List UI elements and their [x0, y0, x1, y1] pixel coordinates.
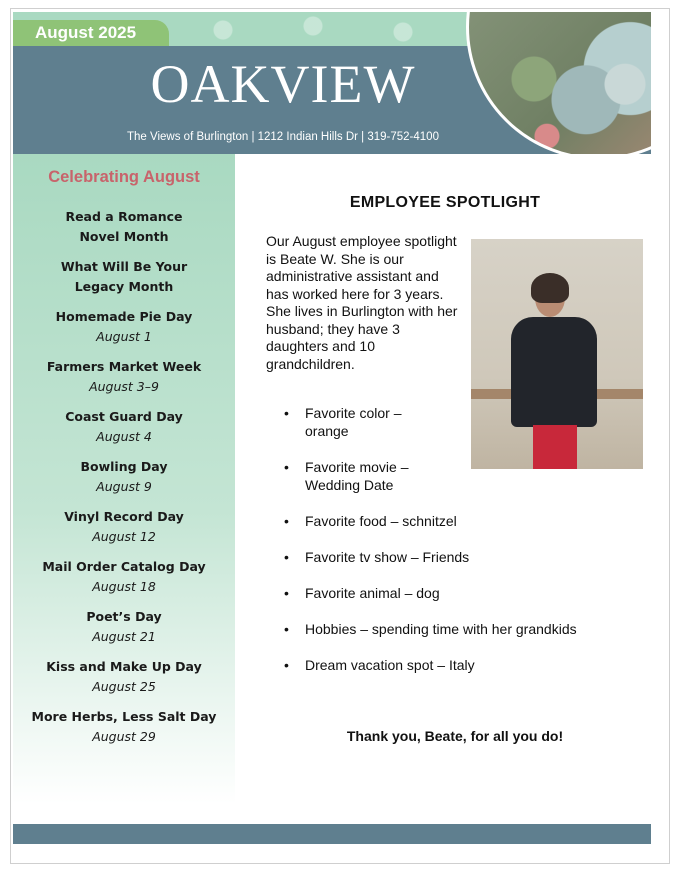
- list-item: [13, 657, 235, 697]
- celebration-name: Homemade Pie Day: [55, 309, 193, 324]
- celebration-date: August 25: [92, 679, 156, 694]
- celebration-date: August 4: [96, 429, 152, 444]
- newsletter-title: OAKVIEW: [150, 54, 416, 114]
- list-item: • Favorite movie – Wedding Date: [281, 458, 425, 494]
- celebration-date: August 12: [92, 529, 156, 544]
- footer-bar: [13, 824, 651, 844]
- list-item: [13, 607, 235, 647]
- list-item: [13, 307, 235, 347]
- celebration-name: Poet’s Day: [86, 609, 162, 624]
- favorites-list: [281, 404, 651, 692]
- list-item: • Favorite food – schnitzel: [281, 512, 651, 530]
- list-item: • Hobbies – spending time with her grandkids: [281, 620, 651, 638]
- celebration-name: Farmers Market Week: [46, 359, 202, 374]
- celebration-date: August 18: [92, 579, 156, 594]
- celebration-list: [13, 207, 235, 757]
- list-item: [59, 257, 189, 297]
- succulent-photo: [466, 12, 651, 154]
- celebrating-sidebar: [13, 154, 235, 804]
- spotlight-intro: Our August employee spotlight is Beate W. She is our administrative assistant and has worked here for 3 years. She lives in Burlington with her husband; they have 3 daughters and 10 grandchildren.: [266, 233, 458, 372]
- celebration-name: Kiss and Make Up Day: [46, 659, 202, 674]
- issue-date-tab: August 2025: [13, 20, 169, 46]
- list-item: • Favorite color – orange: [281, 404, 425, 440]
- list-item: • Favorite tv show – Friends: [281, 548, 651, 566]
- celebration-date: August 9: [96, 479, 152, 494]
- list-item: [13, 557, 235, 597]
- celebration-name: More Herbs, Less Salt Day: [31, 709, 217, 724]
- list-item: [13, 357, 235, 397]
- celebration-date: August 29: [92, 729, 156, 744]
- list-item: • Dream vacation spot – Italy: [281, 656, 651, 674]
- celebration-date: August 3–9: [89, 379, 159, 394]
- celebration-name: Coast Guard Day: [65, 409, 183, 424]
- celebration-name: Vinyl Record Day: [64, 509, 184, 524]
- sidebar-heading: Celebrating August: [48, 168, 200, 186]
- list-item: [59, 207, 189, 247]
- celebration-name: What Will Be Your Legacy Month: [60, 259, 188, 294]
- celebration-name: Mail Order Catalog Day: [42, 559, 206, 574]
- celebration-date: August 1: [96, 329, 152, 344]
- celebration-name: Read a Romance Novel Month: [65, 209, 183, 244]
- list-item: [13, 457, 235, 497]
- list-item: [13, 507, 235, 547]
- newsletter-subtitle: The Views of Burlington | 1212 Indian Hills Dr | 319-752-4100: [127, 131, 439, 143]
- list-item: [13, 407, 235, 447]
- list-item: • Favorite animal – dog: [281, 584, 651, 602]
- celebration-name: Bowling Day: [80, 459, 168, 474]
- thank-you-note: Thank you, Beate, for all you do!: [346, 728, 564, 744]
- section-title: EMPLOYEE SPOTLIGHT: [349, 194, 541, 211]
- employee-spotlight-section: [240, 154, 660, 804]
- celebration-date: August 21: [92, 629, 156, 644]
- newsletter-header: [13, 12, 651, 154]
- list-item: [13, 707, 235, 747]
